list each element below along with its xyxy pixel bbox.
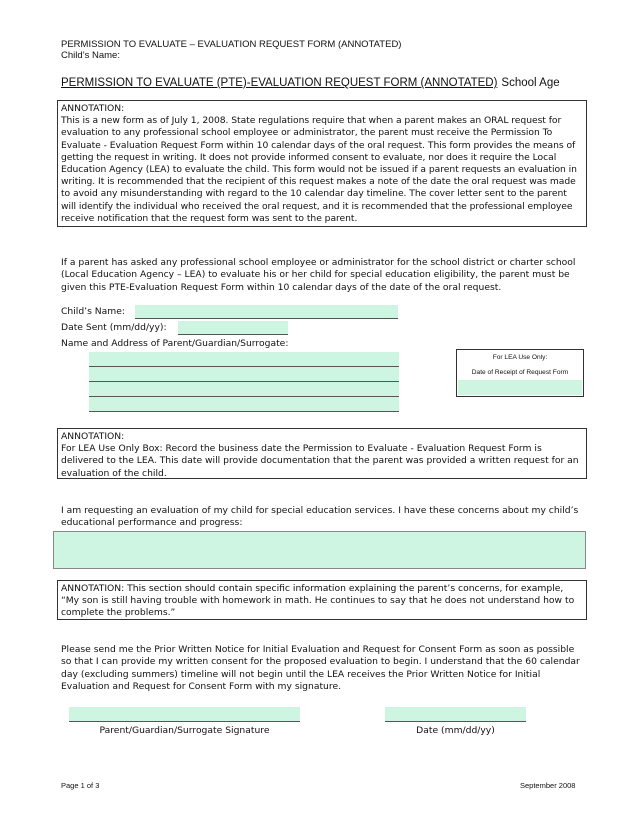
childs-name-label: Child’s Name: [61, 306, 126, 317]
page-title [61, 77, 560, 89]
date-sent-label: Date Sent (mm/dd/yy): [61, 322, 167, 333]
annotation-heading: ANNOTATION: [61, 431, 125, 442]
signature-date-field[interactable] [385, 707, 526, 722]
signature-field[interactable] [69, 707, 300, 722]
parent-address-label: Name and Address of Parent/Guardian/Surrogate: [61, 338, 289, 349]
parent-address-line-4[interactable] [89, 397, 399, 412]
annotation-text: This is a new form as of July 1, 2008. State regulations require that when a parent makes an ORAL request for evaluation to any professional school employee or administrator, the parent must receive the Permission To Evaluate - Evaluation Request Form within 10 calendar days of the oral request. This form provides the means of getting the request in writing. It does not provide informed consent to evaluate, nor does it require the Local Education Agency (LEA) to evaluate the child. This form would not be issued if a parent requests an evaluation in writing. It is recommended that the recipient of this request makes a note of the date the oral request was made to avoid any misunderstanding with regard to the 10 calendar day timeline. The cover letter sent to the parent will identify the individual who received the oral request, and it is recommended that the professional employee receive notification that the request form was sent to the parent. [61, 115, 577, 224]
running-header-child-name: Child’s Name: [61, 50, 120, 61]
date-sent-field[interactable] [178, 321, 288, 335]
lea-box-field-label: Date of Receipt of Request Form [471, 369, 569, 376]
annotation-box-concerns [57, 580, 587, 620]
signature-date-label: Date (mm/dd/yy) [416, 725, 495, 736]
footer-date: September 2008 [520, 781, 576, 790]
annotation-heading: ANNOTATION: [61, 103, 125, 114]
intro-paragraph: If a parent has asked any professional school employee or administrator for the school district or charter school (Local Education Agency – LEA) to evaluate his or her child for special education eligibility, the parent must be given this PTE-Evaluation Request Form within 10 calendar days of the date of the oral request. [61, 257, 576, 293]
page-title-main: PERMISSION TO EVALUATE (PTE)-EVALUATION REQUEST FORM (ANNOTATED) [61, 77, 498, 89]
concerns-field[interactable] [53, 531, 586, 569]
lea-receipt-date-field[interactable] [458, 380, 582, 395]
annotation-text: For LEA Use Only Box: Record the business date the Permission to Evaluate - Evaluation Request Form is delivered to the LEA. This date will provide documentation that the parent was provided a written request for an evaluation of the child. [61, 443, 579, 479]
page-title-suffix: School Age [501, 77, 560, 89]
signature-label: Parent/Guardian/Surrogate Signature [99, 725, 270, 736]
running-header-title: PERMISSION TO EVALUATE – EVALUATION REQUEST FORM (ANNOTATED) [61, 39, 402, 50]
concerns-paragraph: I am requesting an evaluation of my child for special education services. I have these concerns about my child’s educational performance and progress: [61, 505, 579, 529]
annotation-text: ANNOTATION: This section should contain specific information explaining the parent’s concerns, for example, “My son is still having trouble with homework in math. He continues to say that he does not understand how to complete the problems.” [61, 583, 575, 619]
parent-address-line-3[interactable] [89, 382, 399, 397]
childs-name-field[interactable] [135, 305, 398, 319]
parent-address-line-1[interactable] [89, 352, 399, 367]
lea-use-only-box [456, 349, 584, 397]
lea-box-title: For LEA Use Only: [492, 354, 548, 361]
annotation-box-intro [57, 100, 587, 227]
parent-address-line-2[interactable] [89, 367, 399, 382]
annotation-box-lea [57, 428, 587, 479]
footer-page-number: Page 1 of 3 [61, 781, 100, 790]
closing-paragraph: Please send me the Prior Written Notice for Initial Evaluation and Request for Consent Form as soon as possible so that I can provide my written consent for the proposed evaluation to begin. I understand that the 60 calendar day (excluding summers) timeline will not begin until the LEA receives the Prior Written Notice for Initial Evaluation and Request for Consent Form with my signature. [61, 644, 580, 693]
